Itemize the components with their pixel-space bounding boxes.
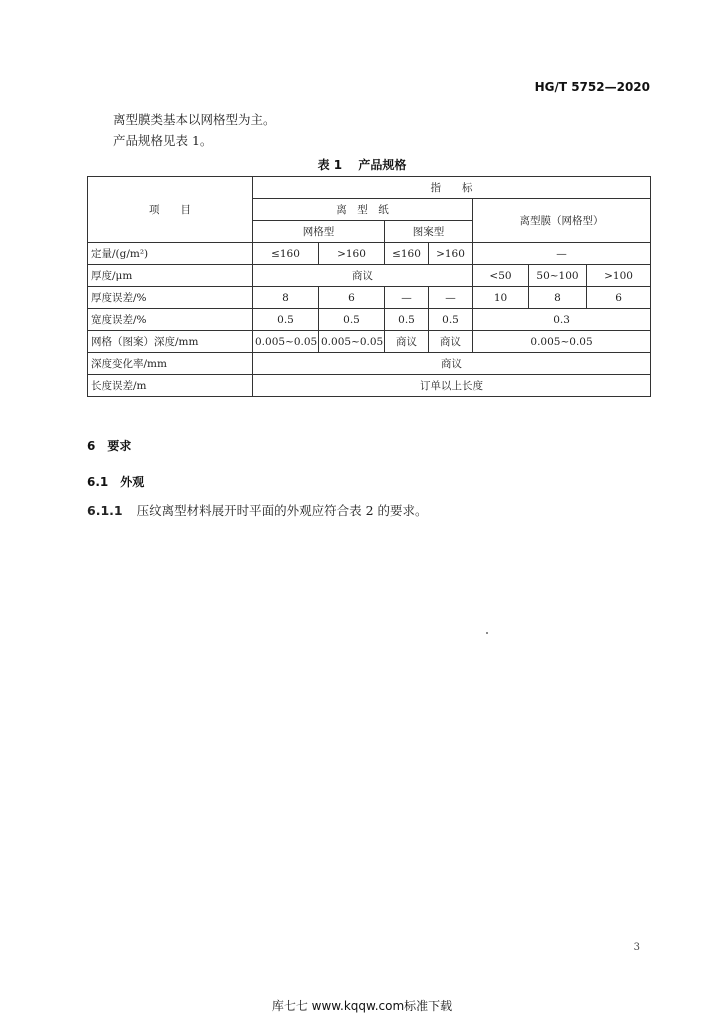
table-cell: —	[385, 287, 429, 309]
section-heading-6-1: 6.1 外观	[87, 475, 145, 489]
table-caption-title: 产品规格	[358, 158, 407, 172]
header-index: 指 标	[253, 177, 651, 199]
table-row	[88, 265, 651, 287]
table-cell: 商议	[429, 331, 473, 353]
header-paper: 离 型 纸	[253, 199, 473, 221]
header-film: 离型膜（网格型）	[473, 199, 651, 243]
header-grid: 网格型	[253, 221, 385, 243]
table-row	[88, 353, 651, 375]
clause-number: 6.1.1	[87, 503, 123, 518]
page-number: 3	[633, 942, 640, 953]
table-cell: 0.5	[253, 309, 319, 331]
table-cell: 50~100	[529, 265, 587, 287]
paragraph-table-ref: 产品规格见表 1。	[113, 133, 213, 148]
row-label: 厚度误差/%	[88, 287, 253, 309]
table-row	[88, 309, 651, 331]
scan-speck	[486, 632, 488, 634]
table-row	[88, 243, 651, 265]
table-row	[88, 331, 651, 353]
table-cell: >100	[587, 265, 651, 287]
clause-text: 压纹离型材料展开时平面的外观应符合表 2 的要求。	[136, 503, 428, 518]
paragraph-intro: 离型膜类基本以网格型为主。	[113, 112, 276, 127]
table-caption-number: 表 1	[317, 158, 343, 172]
table-cell: >160	[429, 243, 473, 265]
table-cell: 8	[253, 287, 319, 309]
table-cell: 0.5	[385, 309, 429, 331]
table-cell: <50	[473, 265, 529, 287]
table-cell: ≤160	[385, 243, 429, 265]
table-cell: 商议	[253, 265, 473, 287]
spec-table	[87, 176, 651, 397]
table-cell: —	[473, 243, 651, 265]
table-cell: 0.005~0.05	[253, 331, 319, 353]
row-label: 长度误差/m	[88, 375, 253, 397]
table-cell: —	[429, 287, 473, 309]
table-cell: 0.005~0.05	[473, 331, 651, 353]
table-cell: 8	[529, 287, 587, 309]
standard-code: HG/T 5752—2020	[534, 80, 650, 94]
clause-6-1-1	[87, 501, 428, 519]
table-cell: >160	[319, 243, 385, 265]
section-heading-6: 6 要求	[87, 439, 132, 453]
footer-watermark: 库七七 www.kqqw.com标准下载	[271, 999, 453, 1013]
table-row	[88, 287, 651, 309]
table-cell: ≤160	[253, 243, 319, 265]
header-item: 项 目	[88, 177, 253, 243]
row-label: 深度变化率/mm	[88, 353, 253, 375]
header-pattern: 图案型	[385, 221, 473, 243]
table-cell: 0.3	[473, 309, 651, 331]
table-cell: 订单以上长度	[253, 375, 651, 397]
table-row	[88, 375, 651, 397]
table-header-row-1	[88, 177, 651, 199]
table-cell: 0.5	[429, 309, 473, 331]
table-cell: 商议	[385, 331, 429, 353]
row-label: 厚度/μm	[88, 265, 253, 287]
row-label: 定量/(g/m²)	[88, 243, 253, 265]
table-cell: 10	[473, 287, 529, 309]
table-cell: 0.005~0.05	[319, 331, 385, 353]
row-label: 宽度误差/%	[88, 309, 253, 331]
table-cell: 0.5	[319, 309, 385, 331]
row-label: 网格（图案）深度/mm	[88, 331, 253, 353]
table-cell: 6	[587, 287, 651, 309]
table-cell: 6	[319, 287, 385, 309]
table-caption	[0, 156, 724, 173]
table-cell: 商议	[253, 353, 651, 375]
